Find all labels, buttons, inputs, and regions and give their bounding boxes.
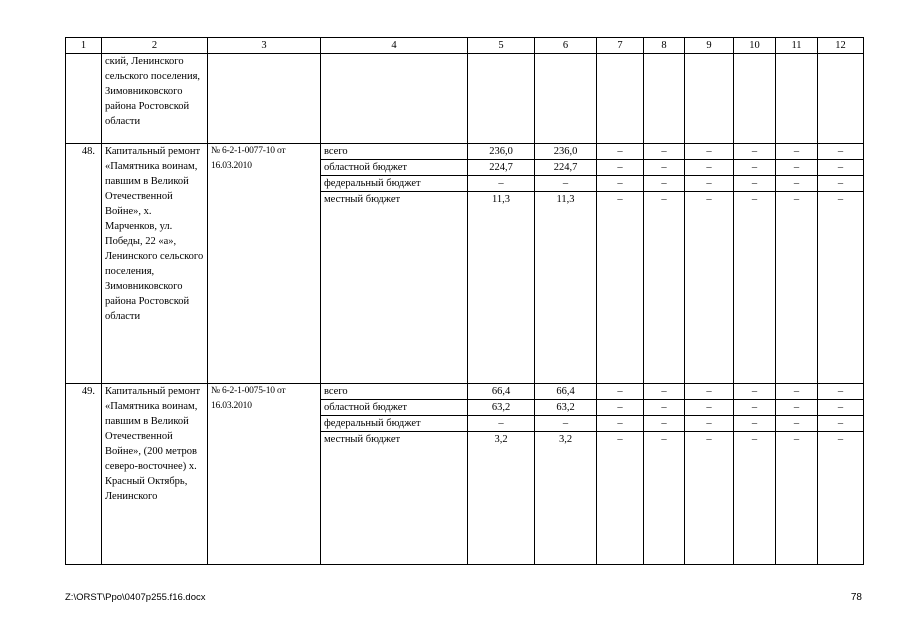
value-cell: 236,0 — [468, 144, 535, 160]
table-row — [66, 384, 864, 400]
object-name-cell: ский, Ленинского сельского поселения, Зимовниковского района Ростовской области — [102, 54, 208, 144]
value-cell — [597, 54, 644, 144]
value-cell: – — [776, 192, 818, 384]
value-cell: 3,2 — [468, 432, 535, 565]
document-cell — [208, 54, 321, 144]
value-cell: – — [776, 160, 818, 176]
col-header: 4 — [321, 38, 468, 54]
value-cell: – — [597, 160, 644, 176]
value-cell: – — [734, 400, 776, 416]
table-body — [66, 38, 864, 565]
value-cell: – — [597, 384, 644, 400]
value-cell: – — [685, 176, 734, 192]
value-cell: – — [597, 416, 644, 432]
value-cell: – — [818, 144, 864, 160]
value-cell: – — [468, 176, 535, 192]
source-cell: местный бюджет — [321, 192, 468, 384]
value-cell — [685, 54, 734, 144]
source-cell: федеральный бюджет — [321, 176, 468, 192]
value-cell: 224,7 — [468, 160, 535, 176]
value-cell: – — [597, 144, 644, 160]
value-cell: – — [644, 416, 685, 432]
object-name-cell: Капитальный ремонт «Памятника воинам, павшим в Великой Отечественной Войне», (200 метров северо-восточнее) х. Красный Октябрь, Ленинского — [102, 384, 208, 565]
value-cell: – — [776, 400, 818, 416]
value-cell — [644, 54, 685, 144]
col-header: 3 — [208, 38, 321, 54]
value-cell: – — [644, 384, 685, 400]
row-number-cell: 49. — [66, 384, 102, 565]
value-cell: – — [734, 432, 776, 565]
col-header: 1 — [66, 38, 102, 54]
document-cell: № 6-2-1-0077-10 от 16.03.2010 — [208, 144, 321, 384]
value-cell: – — [818, 400, 864, 416]
value-cell: – — [597, 400, 644, 416]
col-header: 9 — [685, 38, 734, 54]
value-cell: 63,2 — [468, 400, 535, 416]
value-cell: – — [734, 416, 776, 432]
col-header: 7 — [597, 38, 644, 54]
column-number-row — [66, 38, 864, 54]
value-cell: – — [818, 416, 864, 432]
value-cell: – — [734, 144, 776, 160]
source-cell: всего — [321, 144, 468, 160]
value-cell: – — [734, 160, 776, 176]
value-cell: – — [734, 384, 776, 400]
value-cell — [535, 54, 597, 144]
source-cell: федеральный бюджет — [321, 416, 468, 432]
value-cell: – — [597, 432, 644, 565]
col-header: 11 — [776, 38, 818, 54]
value-cell — [468, 54, 535, 144]
value-cell: – — [685, 192, 734, 384]
value-cell: – — [818, 384, 864, 400]
value-cell: – — [597, 176, 644, 192]
col-header: 6 — [535, 38, 597, 54]
value-cell: – — [644, 160, 685, 176]
value-cell: – — [644, 144, 685, 160]
value-cell — [776, 54, 818, 144]
file-path: Z:\ORST\Ppo\0407p255.f16.docx — [65, 592, 206, 603]
col-header: 2 — [102, 38, 208, 54]
value-cell: – — [776, 416, 818, 432]
value-cell: 11,3 — [535, 192, 597, 384]
value-cell: 63,2 — [535, 400, 597, 416]
value-cell: – — [776, 384, 818, 400]
page-number: 78 — [850, 592, 862, 603]
value-cell: – — [776, 176, 818, 192]
value-cell: – — [685, 160, 734, 176]
table-row — [66, 144, 864, 160]
source-cell: областной бюджет — [321, 400, 468, 416]
value-cell: – — [818, 176, 864, 192]
value-cell — [818, 54, 864, 144]
col-header: 10 — [734, 38, 776, 54]
row-number-cell: 48. — [66, 144, 102, 384]
budget-table — [65, 37, 864, 565]
value-cell: – — [685, 432, 734, 565]
value-cell: 66,4 — [535, 384, 597, 400]
value-cell: – — [685, 416, 734, 432]
value-cell: 236,0 — [535, 144, 597, 160]
value-cell: 224,7 — [535, 160, 597, 176]
row-number-cell — [66, 54, 102, 144]
document-cell: № 6-2-1-0075-10 от 16.03.2010 — [208, 384, 321, 565]
value-cell: – — [818, 160, 864, 176]
value-cell: 66,4 — [468, 384, 535, 400]
value-cell: – — [734, 192, 776, 384]
value-cell: – — [818, 432, 864, 565]
continuation-row — [66, 54, 864, 144]
value-cell: 11,3 — [468, 192, 535, 384]
value-cell: – — [644, 400, 685, 416]
value-cell: – — [644, 432, 685, 565]
value-cell: – — [468, 416, 535, 432]
value-cell: – — [734, 176, 776, 192]
value-cell: – — [535, 416, 597, 432]
value-cell: 3,2 — [535, 432, 597, 565]
value-cell: – — [776, 432, 818, 565]
source-cell: всего — [321, 384, 468, 400]
value-cell: – — [685, 384, 734, 400]
value-cell — [734, 54, 776, 144]
source-cell — [321, 54, 468, 144]
col-header: 5 — [468, 38, 535, 54]
value-cell: – — [818, 192, 864, 384]
col-header: 12 — [818, 38, 864, 54]
value-cell: – — [535, 176, 597, 192]
source-cell: местный бюджет — [321, 432, 468, 565]
value-cell: – — [685, 400, 734, 416]
value-cell: – — [644, 192, 685, 384]
value-cell: – — [597, 192, 644, 384]
value-cell: – — [644, 176, 685, 192]
col-header: 8 — [644, 38, 685, 54]
value-cell: – — [685, 144, 734, 160]
source-cell: областной бюджет — [321, 160, 468, 176]
value-cell: – — [776, 144, 818, 160]
object-name-cell: Капитальный ремонт «Памятника воинам, павшим в Великой Отечественной Войне», х. Марченков, ул. Победы, 22 «а», Ленинского сельского поселения, Зимовниковского района Ростовской области — [102, 144, 208, 384]
